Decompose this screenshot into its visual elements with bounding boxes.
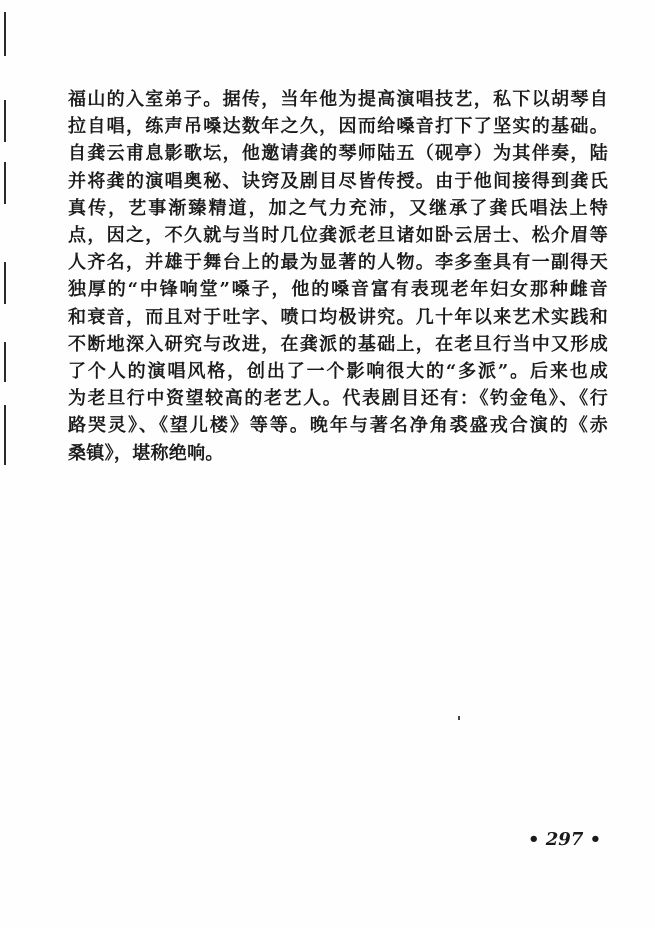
text-line: 福山的入室弟子。据传，当年他为提高演唱技艺，私下以胡琴自	[68, 89, 608, 110]
text-line: 自龚云甫息影歌坛，他邀请龚的琴师陆五（砚亭）为其伴奏，陆	[68, 143, 608, 165]
text-line: 点，因之，不久就与当时几位龚派老旦诸如卧云居士、松介眉等	[68, 225, 608, 247]
binding-margin-mark	[4, 162, 6, 204]
text-line: 真传，艺事渐臻精道，加之气力充沛，又继承了龚氏唱法上特	[68, 197, 608, 219]
text-line: 桑镇》，堪称绝响。	[68, 442, 224, 464]
page-number: • 297 •	[528, 829, 602, 850]
binding-margin-mark	[4, 12, 6, 56]
text-line: 路哭灵》、《望儿楼》等等。晚年与著名净角裘盛戎合演的《赤	[68, 415, 608, 437]
binding-margin-mark	[4, 100, 6, 142]
binding-margin-mark	[4, 342, 6, 382]
text-line: 并将龚的演唱奥秘、诀窍及剧目尽皆传授。由于他间接得到龚氏	[68, 170, 608, 192]
text-line: 不断地深入研究与改进，在龚派的基础上，在老旦行当中又形成	[68, 333, 608, 355]
text-line: 人齐名，并雄于舞台上的最为显著的人物。李多奎具有一副得天	[68, 252, 608, 274]
scan-speck	[458, 716, 460, 720]
body-paragraph	[68, 86, 608, 467]
text-line: 拉自唱，练声吊嗓达数年之久，因而给嗓音打下了坚实的基础。	[68, 116, 608, 138]
text-line: 为老旦行中资望较高的老艺人。代表剧目还有：《钓金龟》、《行	[68, 388, 608, 410]
binding-margin-mark	[4, 405, 6, 465]
binding-margin-mark	[4, 262, 6, 304]
text-line: 和衰音，而且对于吐字、喷口均极讲究。几十年以来艺术实践和	[68, 306, 608, 328]
text-line: 了个人的演唱风格，创出了一个影响很大的“多派”。后来也成	[68, 361, 608, 383]
text-line: 独厚的“中锋响堂”嗓子，他的嗓音富有表现老年妇女那种雌音	[68, 279, 608, 301]
